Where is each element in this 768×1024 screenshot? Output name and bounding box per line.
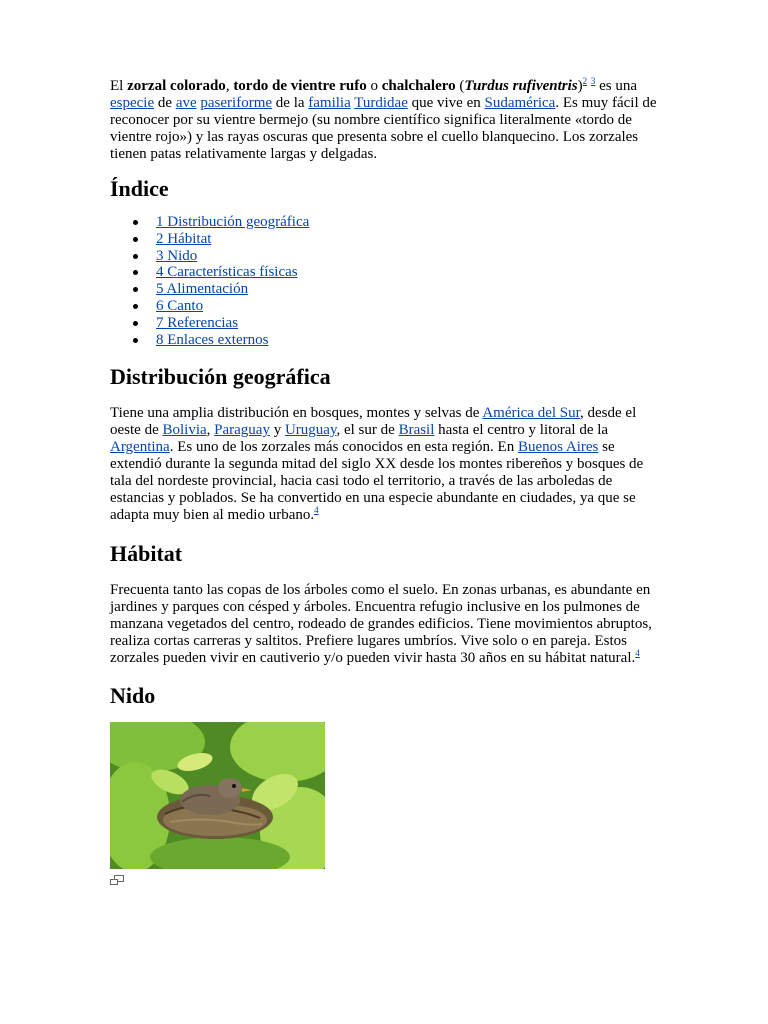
paragraph-text: Tiene una amplia distribución en bosques, montes y selvas de [110,405,483,422]
link-brasil[interactable]: Brasil [398,422,435,439]
toc-item [110,264,658,281]
intro-text: de la [272,95,309,111]
link-paseriforme[interactable]: paseriforme [200,95,273,111]
link-america-del-sur[interactable]: América del Sur [482,405,581,422]
link-paraguay[interactable]: Paraguay [214,422,270,439]
intro-text: que vive en [407,95,485,111]
toc-item [110,315,658,332]
link-bolivia[interactable]: Bolivia [162,422,207,439]
reference-link-4[interactable]: 4 [314,505,319,516]
intro-text: o [366,78,382,94]
bullet-icon [133,321,138,326]
nest-photo-link[interactable] [110,722,325,869]
toc-link-caracteristicas[interactable]: 4 Características físicas [156,264,298,281]
link-buenos-aires[interactable]: Buenos Aires [517,439,599,456]
habitat-heading: Hábitat [110,541,183,567]
link-turdidae[interactable]: Turdidae [354,95,408,111]
reference-link-2[interactable]: 2 [582,76,588,86]
intro-text: ( [455,78,465,94]
bullet-icon [133,338,138,343]
link-argentina[interactable]: Argentina [110,439,170,456]
toc-link-distribucion[interactable]: 1 Distribución geográfica [156,214,310,230]
intro-text: . Es muy fácil de reconocer por su vientre bermejo (su nombre científico significa literalmente «tordo de vientre rojo») y las rayas oscuras que presenta sobre el cuello blanquecino. Los zorzales tienen patas relativamente largas y delgadas. [110,95,657,162]
toc-item [110,332,658,349]
scientific-name: Turdus rufiventris [464,78,578,94]
common-name: zorzal colorado [127,78,226,94]
reference-link-3[interactable]: 3 [590,76,596,86]
link-sudamerica[interactable]: Sudamérica [484,95,556,111]
toc-link-alimentacion[interactable]: 5 Alimentación [156,281,249,298]
bullet-icon [133,270,138,275]
toc-item [110,248,658,265]
article-content [110,78,658,885]
paragraph-text: , [206,422,215,439]
toc-item [110,231,658,248]
bullet-icon [133,287,138,292]
link-uruguay[interactable]: Uruguay [284,422,337,439]
paragraph-text: , desde el oeste de [110,405,637,439]
habitat-paragraph [110,582,658,667]
bird-on-nest-photo [110,722,325,869]
link-especie[interactable]: especie [110,95,155,111]
paragraph-text: . Es uno de los zorzales más conocidos en esta región. En [169,439,518,456]
alt-name: tordo de vientre rufo [233,78,367,94]
nido-heading: Nido [110,683,156,709]
bullet-icon [133,254,138,259]
toc-link-canto[interactable]: 6 Canto [156,297,204,314]
toc-link-referencias[interactable]: 7 Referencias [156,314,239,331]
alt-name-2: chalchalero [381,78,456,94]
toc-heading: Índice [110,176,169,201]
distribucion-paragraph [110,405,658,524]
paragraph-text: , el sur de [336,422,399,439]
link-ave[interactable]: ave [175,95,197,111]
bullet-icon [133,220,138,225]
paragraph-text: hasta el centro y litoral de la [434,422,609,439]
toc-item [110,298,658,315]
bullet-icon [133,304,138,309]
toc-link-enlaces[interactable]: 8 Enlaces externos [156,331,269,348]
magnify-icon[interactable] [110,875,124,885]
reference-link-4[interactable]: 4 [635,648,640,659]
paragraph-text: se extendió durante la segunda mitad del siglo XX desde los montes ribereños y bosques de tala del nordeste provincial, hacia casi todo el territorio, a través de las arboledas de estancias y poblados. Se ha convertido en una especie abundante en ciudades, ya que se adapta muy bien al medio urbano. [110,439,644,524]
toc-link-habitat[interactable]: 2 Hábitat [156,230,212,247]
paragraph-text: y [269,422,285,439]
bullet-icon [133,237,138,242]
intro-text: es una [595,78,638,94]
paragraph-text: Frecuenta tanto las copas de los árboles como el suelo. En zonas urbanas, es abundante en jardines y parques con césped y árboles. Encuentra refugio inclusive en los pulmones de manzana vegetados del centro, rodeado de grandes edificios. Tiene movimientos abruptos, realiza cortas carreras y saltitos. Prefiere lugares umbríos. Vive solo o en pareja. Estos zorzales pueden vivir en cautiverio y/o pueden vivir hasta 30 años en su hábitat natural. [110,582,652,667]
toc-link-nido[interactable]: 3 Nido [156,247,198,264]
link-familia[interactable]: familia [308,95,351,111]
intro-paragraph [110,78,658,163]
table-of-contents [110,214,658,348]
distribucion-heading: Distribución geográfica [110,364,331,390]
toc-item [110,214,658,231]
intro-text: , [225,78,234,94]
intro-text: El [110,78,128,94]
toc-item [110,281,658,298]
intro-text: ) [577,78,583,94]
intro-text: de [154,95,176,111]
